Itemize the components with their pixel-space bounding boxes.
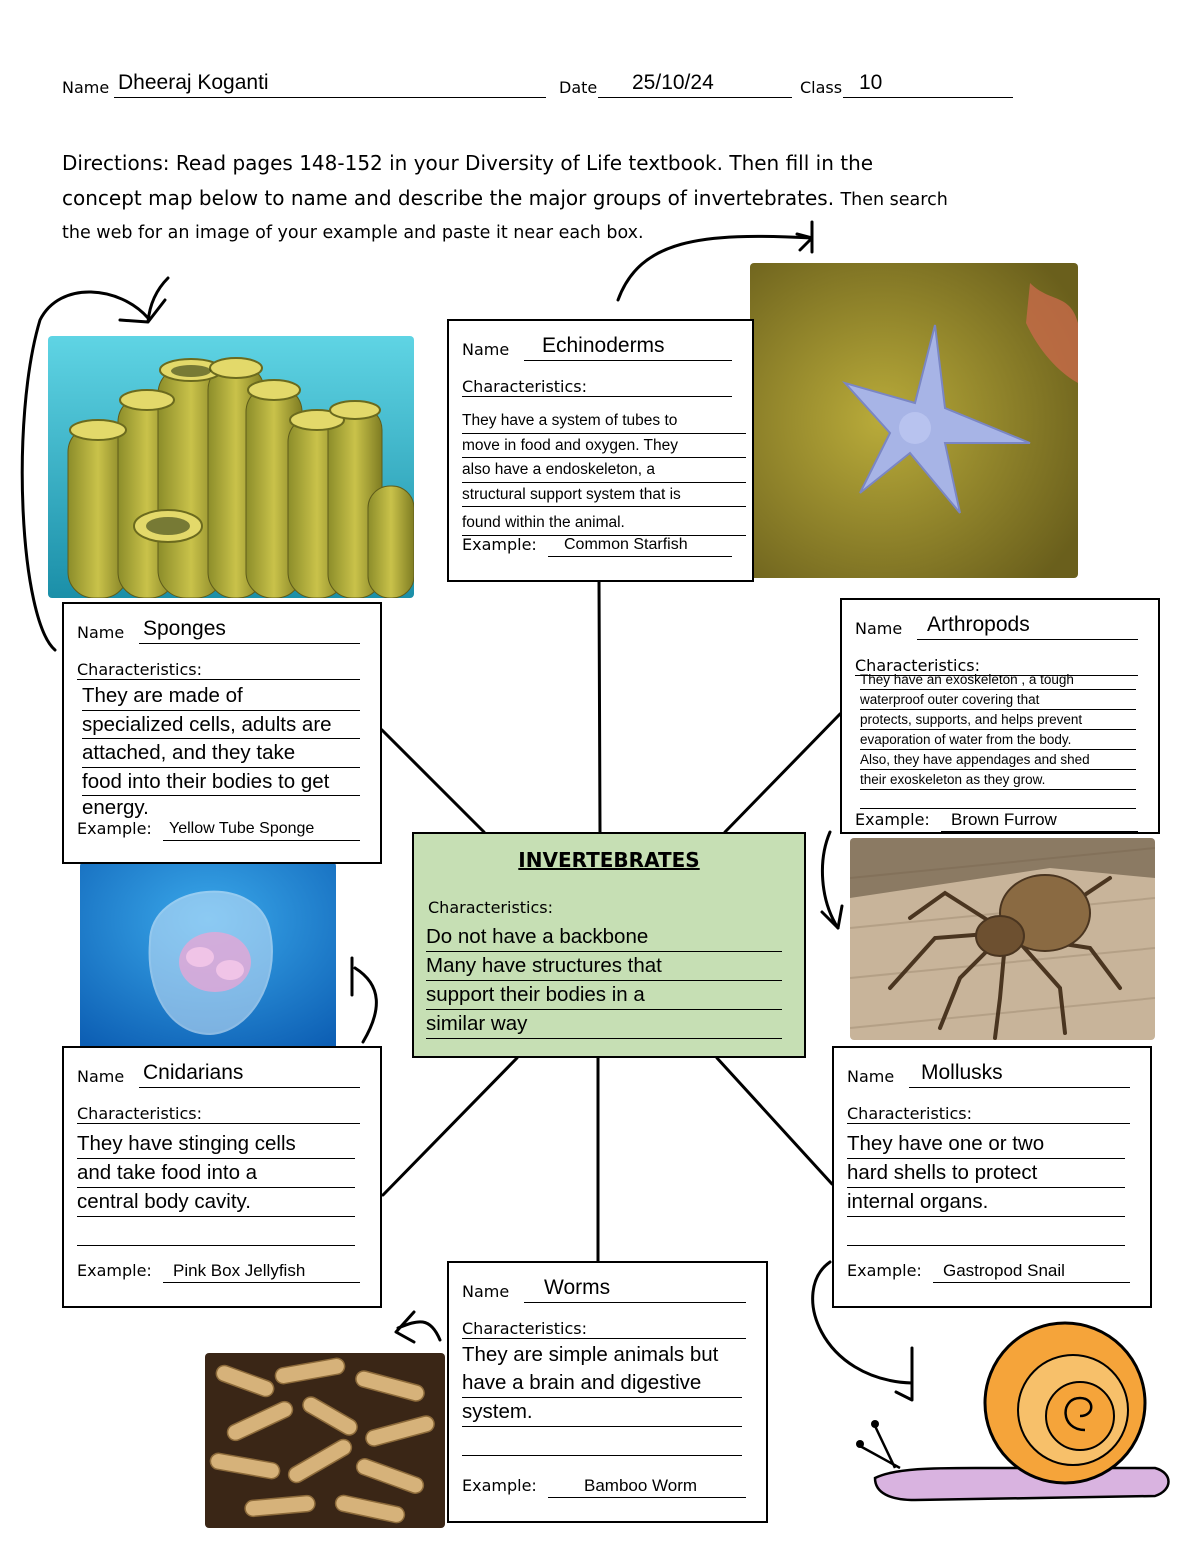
sponge-image [48, 336, 414, 598]
sponges-line: food into their bodies to get [82, 768, 360, 797]
worms-characteristics-field[interactable] [462, 1341, 742, 1456]
arthropods-line: protects, supports, and helps prevent [860, 710, 1136, 730]
mollusks-characteristics-field[interactable] [847, 1130, 1125, 1246]
arthropods-line: Also, they have appendages and shed [860, 750, 1136, 770]
directions-line-1: Directions: Read pages 148-152 in your Diversity of Life textbook. Then fill in the [62, 151, 874, 175]
arthropods-line: waterproof outer covering that [860, 690, 1136, 710]
invertebrates-line: Many have structures that [426, 952, 782, 981]
mollusks-name-field[interactable]: Mollusks [909, 1059, 1130, 1088]
worms-box [447, 1261, 768, 1523]
worms-image [205, 1353, 445, 1528]
mollusks-characteristics-label: Characteristics: [847, 1104, 973, 1123]
arrow-cnidarians-path [355, 968, 376, 1042]
cnidarians-line: and take food into a [77, 1159, 355, 1188]
date-label: Date [559, 78, 598, 97]
sponges-example-label: Example: [77, 819, 152, 838]
worms-name-field[interactable]: Worms [524, 1274, 746, 1303]
connector-arthropods [725, 714, 840, 832]
invertebrates-line: support their bodies in a [426, 981, 782, 1010]
invertebrates-title: INVERTEBRATES [518, 848, 700, 872]
echinoderms-line: also have a endoskeleton, a [462, 458, 746, 483]
arthropods-line: their exoskeleton as they grow. [860, 770, 1136, 790]
invertebrates-characteristics-label: Characteristics: [428, 898, 554, 917]
mollusks-name-label: Name [847, 1067, 895, 1086]
arthropods-name-label: Name [855, 619, 903, 638]
sponges-box [62, 602, 382, 864]
cnidarians-line: central body cavity. [77, 1188, 355, 1217]
sponges-line: energy. [82, 796, 149, 819]
jellyfish-image [80, 862, 336, 1054]
arthropods-line: evaporation of water from the body. [860, 730, 1136, 750]
arthropods-example-label: Example: [855, 810, 930, 829]
cnidarians-name-field[interactable]: Cnidarians [139, 1059, 360, 1088]
sponges-characteristics-label: Characteristics: [77, 660, 203, 679]
invertebrates-characteristics-field[interactable] [426, 923, 782, 1039]
cnidarians-example-label: Example: [77, 1261, 152, 1280]
cnidarians-line: They have stinging cells [77, 1130, 355, 1159]
echinoderms-example-field[interactable]: Common Starfish [548, 534, 732, 557]
snail-image [855, 1318, 1175, 1523]
sponges-line: attached, and they take [82, 739, 360, 768]
arthropods-characteristics-field[interactable] [860, 670, 1136, 809]
invertebrates-line: similar way [426, 1010, 782, 1039]
connector-mollusks [717, 1058, 832, 1184]
echinoderms-name-field[interactable]: Echinoderms [524, 332, 732, 361]
sponges-line: They are made of [82, 682, 360, 711]
class-label: Class [800, 78, 843, 97]
spider-image [850, 838, 1155, 1040]
arthropods-example-field[interactable]: Brown Furrow [941, 809, 1138, 832]
date-value: 25/10/24 [632, 71, 714, 94]
mollusks-example-label: Example: [847, 1261, 922, 1280]
sponges-name-field[interactable]: Sponges [139, 615, 360, 644]
sponges-characteristics-field[interactable] [82, 682, 360, 820]
sponges-line: specialized cells, adults are [82, 711, 360, 740]
worms-line: have a brain and digestive [462, 1369, 742, 1398]
class-value: 10 [859, 71, 883, 94]
cnidarians-name-label: Name [77, 1067, 125, 1086]
echinoderms-characteristics-label: Characteristics: [462, 377, 588, 396]
sponges-name-label: Name [77, 623, 125, 642]
connector-sponges [382, 730, 484, 832]
echinoderms-line: They have a system of tubes to [462, 409, 746, 434]
worms-line: system. [462, 1398, 742, 1427]
mollusks-line: They have one or two [847, 1130, 1125, 1159]
echinoderms-example-label: Example: [462, 535, 537, 554]
invertebrates-line: Do not have a backbone [426, 923, 782, 952]
cnidarians-example-field[interactable]: Pink Box Jellyfish [163, 1260, 360, 1283]
echinoderms-line: found within the animal. [462, 511, 746, 536]
arthropods-line: They have an exoskeleton , a tough [860, 670, 1136, 690]
echinoderms-characteristics-field[interactable] [462, 409, 746, 536]
echinoderms-box [447, 319, 754, 582]
worms-characteristics-label: Characteristics: [462, 1319, 588, 1338]
echinoderms-line: move in food and oxygen. They [462, 434, 746, 459]
worms-line: They are simple animals but [462, 1343, 719, 1366]
mollusks-example-field[interactable]: Gastropod Snail [933, 1260, 1130, 1283]
cnidarians-characteristics-field[interactable] [77, 1130, 355, 1246]
mollusks-line: internal organs. [847, 1188, 1125, 1217]
echinoderms-name-label: Name [462, 340, 510, 359]
worms-example-field[interactable]: Bamboo Worm [548, 1475, 746, 1498]
invertebrates-box [412, 832, 806, 1058]
sponges-example-field[interactable]: Yellow Tube Sponge [163, 818, 360, 841]
name-value: Dheeraj Koganti [118, 71, 269, 94]
directions-line-2: concept map below to name and describe the major groups of invertebrates. Then search [62, 186, 948, 210]
starfish-image [750, 263, 1078, 578]
mollusks-line: hard shells to protect [847, 1159, 1125, 1188]
directions-line-3: the web for an image of your example and paste it near each box. [62, 223, 644, 243]
arrow-worms-head [396, 1312, 414, 1342]
connector-cnidarians [383, 1058, 517, 1195]
arthropods-characteristics-label: Characteristics: [855, 656, 981, 675]
worms-name-label: Name [462, 1282, 510, 1301]
echinoderms-line: structural support system that is [462, 483, 746, 508]
name-label: Name [62, 78, 110, 97]
cnidarians-box [62, 1046, 382, 1308]
arthropods-name-field[interactable]: Arthropods [917, 611, 1138, 640]
arthropods-box [840, 598, 1160, 834]
cnidarians-characteristics-label: Characteristics: [77, 1104, 203, 1123]
worms-example-label: Example: [462, 1476, 537, 1495]
mollusks-box [832, 1046, 1152, 1308]
connector-echinoderms [599, 580, 600, 832]
